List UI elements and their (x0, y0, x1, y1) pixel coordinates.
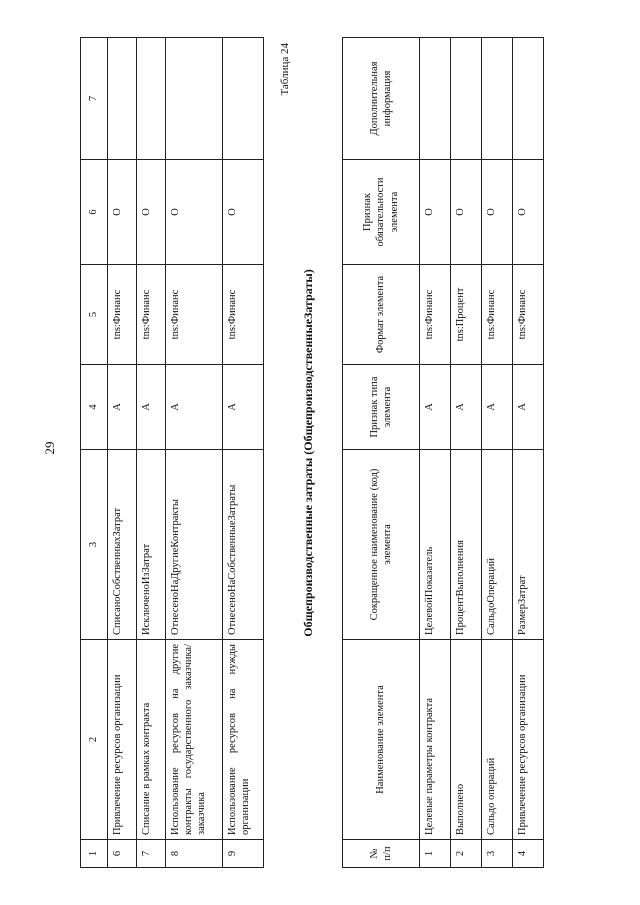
element-code: СальдоОпераций (482, 450, 513, 640)
additional-info (482, 38, 513, 160)
element-name: Привлечение ресурсов организации (513, 640, 544, 840)
additional-info (108, 38, 137, 160)
row-number: 9 (223, 840, 264, 868)
header-element-type: Признак типа элемента (343, 365, 420, 450)
element-format: tns:Финанс (137, 265, 166, 365)
element-name: Сальдо операций (482, 640, 513, 840)
additional-info (420, 38, 451, 160)
header-row-number: № п/п (343, 840, 420, 868)
element-code: СписаноСобственныхЗатрат (108, 450, 137, 640)
header-element-obligation: Признак обязательности элемента (343, 160, 420, 265)
table-row (166, 38, 223, 868)
row-number: 4 (513, 840, 544, 868)
table-row (482, 38, 513, 868)
element-type: А (108, 365, 137, 450)
header-element-code: Сокращенное наименование (код) элемента (343, 450, 420, 640)
column-number-header: 6 (81, 160, 108, 265)
element-format: tns:Процент (451, 265, 482, 365)
element-type: А (513, 365, 544, 450)
element-obligation: О (451, 160, 482, 265)
table-header-row (81, 38, 108, 868)
table-row (137, 38, 166, 868)
element-obligation: О (513, 160, 544, 265)
column-number-header: 5 (81, 265, 108, 365)
element-name: Списание в рамках контракта (137, 640, 166, 840)
element-type: А (166, 365, 223, 450)
row-number: 8 (166, 840, 223, 868)
element-format: tns:Финанс (223, 265, 264, 365)
column-number-header: 7 (81, 38, 108, 160)
element-obligation: О (223, 160, 264, 265)
column-number-header: 1 (81, 840, 108, 868)
table-row (108, 38, 137, 868)
table-row (420, 38, 451, 868)
element-code: ОтнесеноНаДругиеКонтракты (166, 450, 223, 640)
element-obligation: О (166, 160, 223, 265)
element-type: А (482, 365, 513, 450)
element-name: Использование ресурсов на другие контракты государственного заказчика/заказчика (166, 640, 223, 840)
header-additional-info: Дополнительная информация (343, 38, 420, 160)
element-obligation: О (108, 160, 137, 265)
element-format: tns:Финанс (108, 265, 137, 365)
additional-info (166, 38, 223, 160)
additional-info (223, 38, 264, 160)
additional-info (137, 38, 166, 160)
element-code: ИсключеноИзЗатрат (137, 450, 166, 640)
element-code: ПроцентВыполнения (451, 450, 482, 640)
row-number: 6 (108, 840, 137, 868)
element-name: Целевые параметры контракта (420, 640, 451, 840)
element-format: tns:Финанс (513, 265, 544, 365)
element-obligation: О (137, 160, 166, 265)
element-obligation: О (420, 160, 451, 265)
table-row (451, 38, 482, 868)
element-obligation: О (482, 160, 513, 265)
element-code: ОтнесеноНаСобственныеЗатраты (223, 450, 264, 640)
element-format: tns:Финанс (420, 265, 451, 365)
row-number: 2 (451, 840, 482, 868)
element-type: А (223, 365, 264, 450)
element-code: ЦелевойПоказатель (420, 450, 451, 640)
column-number-header: 3 (81, 450, 108, 640)
element-format: tns:Финанс (166, 265, 223, 365)
table-title: Общепроизводственные затраты (ОбщепроизводственныеЗатраты) (301, 269, 315, 637)
element-type: А (451, 365, 482, 450)
additional-info (513, 38, 544, 160)
header-element-name: Наименование элемента (343, 640, 420, 840)
table-row (223, 38, 264, 868)
additional-info (451, 38, 482, 160)
table-header-row (343, 38, 420, 868)
element-type: А (137, 365, 166, 450)
column-number-header: 2 (81, 640, 108, 840)
element-format: tns:Финанс (482, 265, 513, 365)
table-continuation (80, 37, 264, 868)
row-number: 3 (482, 840, 513, 868)
header-element-format: Формат элемента (343, 265, 420, 365)
element-name: Использование ресурсов на нужды организации (223, 640, 264, 840)
element-name: Привлечение ресурсов организации (108, 640, 137, 840)
table-label: Таблица 24 (279, 43, 291, 96)
element-code: РазмерЗатрат (513, 450, 544, 640)
rotated-page-content (40, 38, 600, 868)
column-number-header: 4 (81, 365, 108, 450)
element-type: А (420, 365, 451, 450)
element-name: Выполнено (451, 640, 482, 840)
page-number: 29 (42, 441, 57, 455)
table-overhead-costs (342, 37, 544, 868)
row-number: 7 (137, 840, 166, 868)
table-row (513, 38, 544, 868)
row-number: 1 (420, 840, 451, 868)
